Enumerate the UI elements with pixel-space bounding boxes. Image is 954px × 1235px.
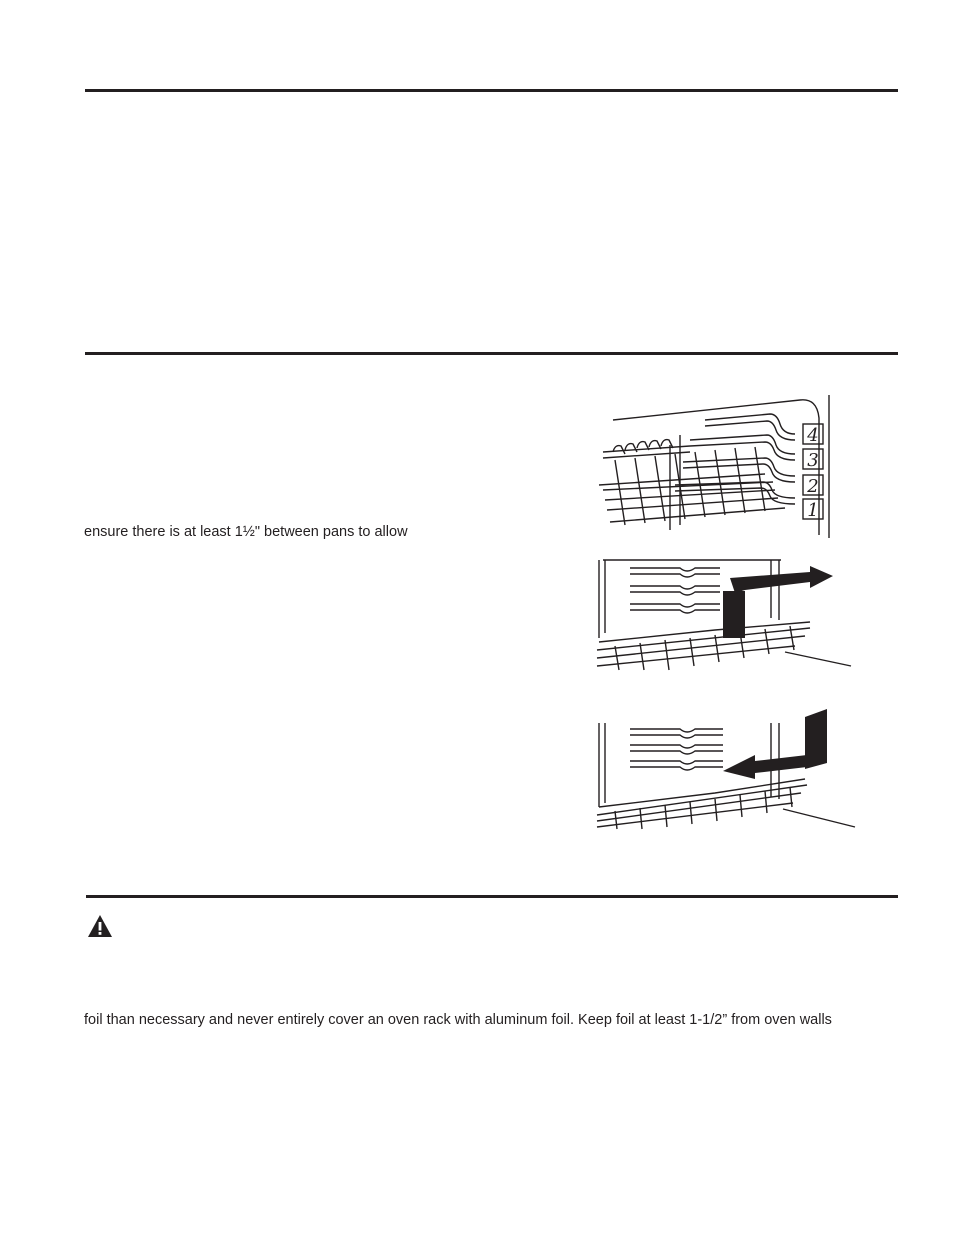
rack-positions-figure <box>595 390 835 540</box>
warning-triangle-icon <box>87 914 113 938</box>
section-rule-top <box>85 89 898 92</box>
rack-spacing-text: ensure there is at least 1½" between pans to allow <box>84 524 408 540</box>
foil-warning-text: foil than necessary and never entirely cover an oven rack with aluminum foil. Keep foil at least 1-1/2” from oven walls <box>84 1012 832 1028</box>
rack-removal-figure <box>595 558 855 673</box>
section-rule-middle <box>85 352 898 355</box>
rack-label-4: 4 <box>807 425 819 446</box>
rack-label-2: 2 <box>807 476 819 497</box>
rack-label-1: 1 <box>807 500 819 521</box>
rack-replace-figure <box>595 707 860 832</box>
rack-label-3: 3 <box>807 450 819 471</box>
section-rule-bottom <box>86 895 898 898</box>
